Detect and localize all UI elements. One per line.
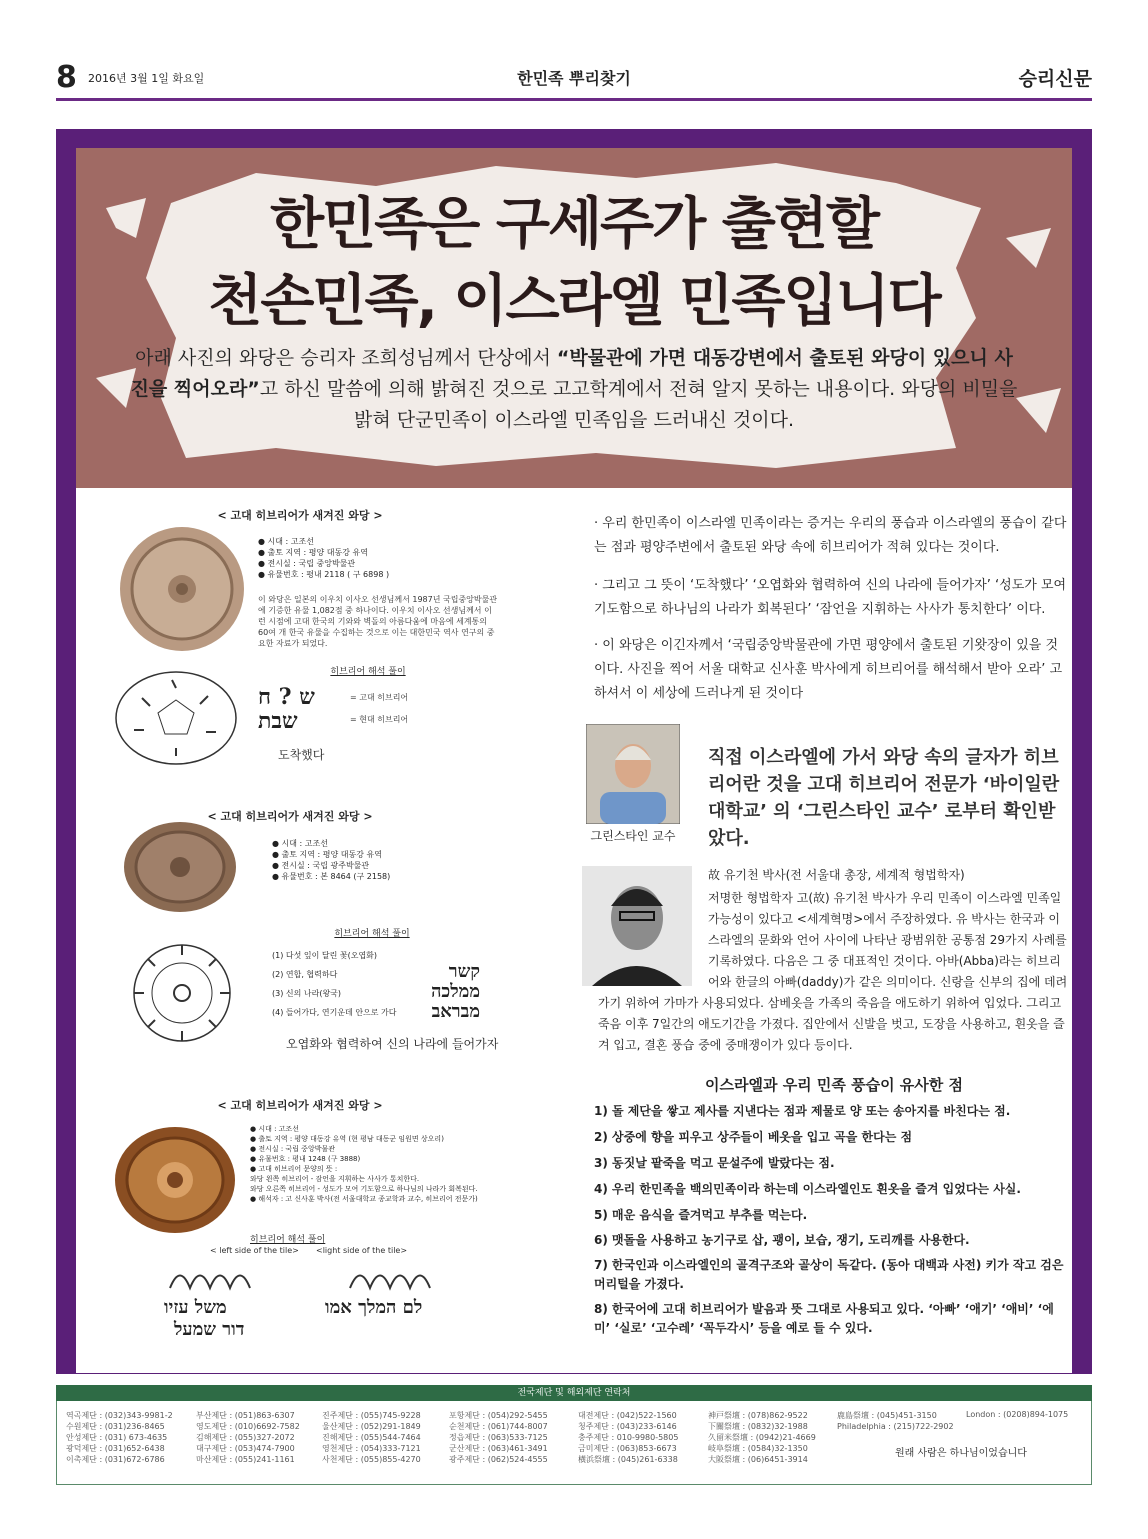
branch-contact: 광주제단 : (062)524-4555 [449, 1455, 548, 1464]
relic3-right-label: <light side of the tile> [316, 1246, 408, 1255]
similarity-5: 5) 매운 음식을 즐겨먹고 부추를 먹는다. [594, 1208, 808, 1222]
branch-contact: 大阪祭壇 : (06)6451-3914 [708, 1455, 808, 1464]
branch-contact: 청주제단 : (043)233-6146 [578, 1422, 677, 1431]
relic2-hebrew-1: קשר [448, 961, 480, 982]
similarity-4: 4) 우리 한민족을 백의민족이라 하는데 이스라엘인도 흰옷을 즐겨 입었다는 사실. [594, 1182, 1021, 1196]
relic3-era: ● 시대 : 고조선 [250, 1125, 299, 1133]
london-contact: London : (0208)894-1075 [966, 1410, 1069, 1419]
relic2-hebrew-3: מבראב [431, 1001, 480, 1022]
footer-col-2 [196, 1410, 300, 1465]
page-number: 8 [56, 60, 77, 95]
relic2-meaning-3: (3) 신의 나라(왕국) [272, 989, 342, 998]
branch-contact: 충주제단 : 010-9980-5805 [578, 1433, 679, 1442]
issue-date: 2016년 3월 1일 화요일 [88, 72, 205, 85]
pull-quote: 직접 이스라엘에 가서 와당 속의 글자가 히브리어란 것을 고대 히브리어 전문가 ‘바이일란 대학교’ 의 ‘그린스타인 교수’ 로부터 확인받았다. [708, 747, 1060, 849]
similarity-7: 7) 한국인과 이스라엘인의 골격구조와 골상이 독같다. (동아 대백과 사전) 키가 작고 검은 머리털을 가졌다. [594, 1258, 1064, 1291]
branch-contact: 울산제단 : (052)291-1849 [322, 1422, 421, 1431]
branch-contact: 대구제단 : (053)474-7900 [196, 1444, 295, 1453]
branch-contact: 순천제단 : (061)744-8007 [449, 1422, 548, 1431]
branch-contact: 부산제단 : (051)863-6307 [196, 1411, 295, 1420]
relic3-hebrew-right: לם המלך אמו [325, 1297, 423, 1318]
relic1-title: < 고대 히브리어가 새겨진 와당 > [217, 509, 383, 522]
intro-quote: “박물관에 가면 대동강변에서 출토된 와당이 있으니 사진을 찍어오라” [130, 347, 1013, 400]
relic1-caption: 도착했다 [278, 748, 325, 762]
relic2-meaning-2: (2) 연합, 협력하다 [272, 970, 338, 979]
relic2-hebrew [400, 962, 480, 1022]
relic3-meaning-right: 와당 오른쪽 히브리어 - 성도가 모여 기도함으로 하나님의 나라가 회복된다. [250, 1185, 478, 1193]
relic1-hebrew-ancient: ש ? ח [258, 684, 315, 710]
relic3-museum: ● 전시실 : 국립 중앙박물관 [250, 1145, 335, 1153]
branch-contact: 금미제단 : (063)853-6673 [578, 1444, 677, 1453]
branch-contact: 진주제단 : (055)745-9228 [322, 1411, 421, 1420]
relic3-left-label: < left side of the tile> [210, 1246, 299, 1255]
header-rule [56, 98, 1092, 101]
branch-contact: 정읍제단 : (063)533-7125 [449, 1433, 548, 1442]
branch-contact: 대전제단 : (042)522-1560 [578, 1411, 677, 1420]
similarity-3: 3) 동짓날 팥죽을 먹고 문설주에 발랐다는 점. [594, 1156, 835, 1170]
branch-contact: 진해제단 : (055)544-7464 [322, 1433, 421, 1442]
relic1-gloss-1: = 고대 히브리어 [350, 693, 409, 702]
relic1-photo [118, 525, 246, 653]
yoo-title: 故 유기천 박사(전 서울대 총장, 세계적 형법학자) [708, 868, 965, 882]
relic1-site: ● 출토 지역 : 평양 대동강 유역 [258, 548, 368, 557]
yoo-body-text: 저명한 형법학자 고(故) 유기천 박사가 우리 민족이 이스라엘 민족일 가능성이 있다고 <세계혁명>에서 주장하였다. 유 박사는 한국과 이스라엘의 문화와 언어 사이에 나타난 광범위한 공통점 29가지 사례를 기록하였다. 다음은 그 중 대표적인 것이다. 아바(Abba)라는 히브리어와 한글의 아빠(daddy)가 같은 의미이다. 신랑을 신부의 집에 데려가기 위하여 가마가 사용되었다. 삼베옷을 가족의 죽음을 애도하기 위하여 입었다. 그리고 죽음 이후 7일간의 애도기간을 가졌다. 집안에서 신발을 벗고, 도장을 사용하고, 흰옷을 즐겨 입고, 결혼 풍습 중에 중매쟁이가 있다 등이다. [598, 891, 1068, 1052]
relic3-site: ● 출토 지역 : 평양 대동강 유역 (현 평남 대동군 임원면 상오리) [250, 1135, 444, 1143]
relic3-meaning-label: ● 고대 히브리어 문양의 뜻 : [250, 1165, 338, 1173]
footer-col-3 [322, 1410, 421, 1465]
branch-contact: 포항제단 : (054)292-5455 [449, 1411, 548, 1420]
relic3-title: < 고대 히브리어가 새겨진 와당 > [217, 1099, 383, 1112]
branch-contact: 마산제단 : (055)241-1161 [196, 1455, 295, 1464]
branch-contact: 수원제단 : (031)236-8465 [66, 1422, 165, 1431]
relic3-info [250, 1124, 550, 1204]
section-title: 한민족 뿌리찾기 [517, 69, 631, 88]
relic1-note: 이 와당은 일본의 이우치 이사오 선생님께서 1987년 국립중앙박물관에 기증한 유물 1,082점 중 하나이다. 이우치 이사오 선생님께서 이런 시점에 고대 한국의 기와와 벽돌의 아름다움에 마음에 세계통의 60여 개 한국 유물을 수집하는 것으로 이는 대한민국 역사 연구의 중요한 자료가 되었다. [258, 595, 498, 648]
branch-contact: Philadelphia : (215)722-2902 [837, 1422, 954, 1431]
intro-text-2: 고 하신 말씀에 의해 밝혀진 것으로 고고학계에서 전혀 알지 못하는 내용이다. 와당의 비밀을 밝혀 단군민족이 이스라엘 민족임을 드러내신 것이다. [259, 378, 1018, 431]
yoo-photo-wrap [598, 888, 708, 984]
footer-col-5 [578, 1410, 678, 1465]
branch-contact: 鹿島祭壇 : (045)451-3150 [837, 1411, 937, 1420]
footer-col-4 [449, 1410, 548, 1465]
relic1-drawing [112, 668, 240, 768]
relic2-meaning-1: (1) 다섯 잎이 달린 꽃(오엽화) [272, 951, 378, 960]
footer-col-1 [66, 1410, 173, 1465]
yoo-body [598, 888, 1068, 1056]
relic2-era: ● 시대 : 고조선 [272, 839, 328, 848]
relic2-caption: 오엽화와 협력하여 신의 나라에 들어가자 [286, 1037, 499, 1051]
relic2-photo [122, 820, 238, 914]
body-paragraph-3: · 이 와당은 이긴자께서 ‘국립중앙박물관에 가면 평양에서 출토된 기왓장이 있을 것이다. 사진을 찍어 서울 대학교 신사훈 박사에게 히브리어를 해석해서 받아 오라’ 고 하셔서 이 세상에 드러나게 된 것이다 [594, 638, 1063, 701]
branch-contact: 영천제단 : (054)333-7121 [322, 1444, 421, 1453]
relic1-interp-label: 히브리어 해석 풀이 [330, 667, 406, 677]
footer-bar: 전국제단 및 해외제단 연락처 [56, 1385, 1092, 1401]
similarity-1: 1) 돌 제단을 쌓고 제사를 지낸다는 점과 제물로 양 또는 송아지를 바친다는 점. [594, 1104, 1011, 1118]
relic3-hebrew-left-1: משל עזיו [164, 1297, 227, 1318]
branch-contact: 광덕제단 : (031)652-6438 [66, 1444, 165, 1453]
footer-slogan: 원래 사람은 하나님이었습니다 [895, 1448, 1027, 1459]
relic1-info [258, 536, 508, 580]
relic1-era: ● 시대 : 고조선 [258, 537, 314, 546]
relic2-museum: ● 전시실 : 국립 광주박물관 [272, 861, 370, 870]
similarity-8: 8) 한국어에 고대 히브리어가 발음과 뜻 그대로 사용되고 있다. ‘아빠’ ‘애기’ ‘애비’ ‘에미’ ‘실로’ ‘고수레’ ‘꼭두각시’ 등을 예로 들 수 있다. [594, 1302, 1054, 1335]
relic2-hebrew-2: ממלכה [431, 981, 480, 1002]
branch-contact: 군산제단 : (063)461-3491 [449, 1444, 548, 1453]
branch-contact: 사천제단 : (055)855-4270 [322, 1455, 421, 1464]
branch-contact: 岐阜祭壇 : (0584)32-1350 [708, 1444, 808, 1453]
relic3-number: ● 유물번호 : 평내 1248 (구 3888) [250, 1155, 361, 1163]
relic1-hebrew-modern: שבת [258, 708, 298, 734]
relic3-meaning-left: 와당 왼쪽 히브리어 - 잠언을 지휘하는 사사가 통치한다. [250, 1175, 420, 1183]
headline-line-1: 한민족은 구세주가 출현할 [269, 192, 879, 257]
relic1-gloss-2: = 현대 히브리어 [350, 715, 409, 724]
relic2-info [272, 838, 522, 882]
body-paragraph-1: · 우리 한민족이 이스라엘 민족이라는 증거는 우리의 풍습과 이스라엘의 풍습이 같다는 점과 평양주변에서 출토된 와당 속에 히브리어가 적혀 있다는 것이다. [594, 516, 1067, 555]
relic3-glyph-drawing [160, 1258, 450, 1296]
branch-contact: 역곡제단 : (032)343-9981-2 [66, 1411, 173, 1420]
intro-text-1: 아래 사진의 와당은 승리자 조희성님께서 단상에서 [135, 347, 557, 369]
branch-contact: 久留米祭壇 : (0942)21-4669 [708, 1433, 816, 1442]
branch-contact: 橫浜祭壇 : (045)261-6338 [578, 1455, 678, 1464]
relic2-interp-label: 히브리어 해석 풀이 [334, 929, 410, 939]
professor-photo [586, 724, 680, 824]
relic3-interpreter: ● 해석자 : 고 신사훈 박사(전 서울대학교 종교학과 교수, 히브리어 전문가) [250, 1195, 478, 1203]
branch-contact: 영도제단 : (010)6692-7582 [196, 1422, 300, 1431]
branch-contact: 안성제단 : (031) 673-4635 [66, 1433, 168, 1442]
footer-col-7 [837, 1410, 954, 1432]
similarity-6: 6) 맷돌을 사용하고 농기구로 삽, 괭이, 보습, 쟁기, 도리깨를 사용한다. [594, 1233, 970, 1247]
relic2-title: < 고대 히브리어가 새겨진 와당 > [207, 810, 373, 823]
relic3-hebrew-left-2: דור שמעל [174, 1319, 245, 1340]
newspaper-name: 승리신문 [1018, 68, 1092, 90]
footer-col-6 [708, 1410, 816, 1465]
relic2-site: ● 출토 지역 : 평양 대동강 유역 [272, 850, 382, 859]
relic1-museum: ● 전시실 : 국립 중앙박물관 [258, 559, 356, 568]
branch-contact: 이촉제단 : (031)672-6786 [66, 1455, 165, 1464]
similarities-title: 이스라엘과 우리 민족 풍습이 유사한 점 [705, 1076, 963, 1094]
relic3-photo [112, 1124, 238, 1236]
intro-paragraph [130, 343, 1018, 436]
relic2-number: ● 유물번호 : 본 8464 (구 2158) [272, 872, 391, 881]
branch-contact: 김해제단 : (055)327-2072 [196, 1433, 295, 1442]
branch-contact: 神戸祭壇 : (078)862-9522 [708, 1411, 808, 1420]
similarity-2: 2) 상중에 향을 피우고 상주들이 베옷을 입고 곡을 한다는 점 [594, 1130, 913, 1144]
branch-contact: 下關祭壇 : (0832)32-1988 [708, 1422, 808, 1431]
relic2-meaning-4: (4) 들어가다, 연기운데 안으로 가다 [272, 1008, 397, 1017]
body-paragraph-2: · 그리고 그 뜻이 ‘도착했다’ ‘오엽화와 협력하여 신의 나라에 들어가자’ ‘성도가 모여 기도함으로 하나님의 나라가 회복된다’ ‘잠언을 지휘하는 사사가 통치한다’ 이다. [594, 578, 1067, 617]
relic1-number: ● 유물번호 : 평내 2118 ( 구 6898 ) [258, 570, 390, 579]
headline-line-2: 천손민족, 이스라엘 민족입니다 [208, 269, 940, 334]
professor-caption: 그린스타인 교수 [590, 829, 676, 843]
relic2-drawing [100, 935, 250, 1047]
relic3-interp-label: 히브리어 해석 풀이 [250, 1235, 326, 1245]
